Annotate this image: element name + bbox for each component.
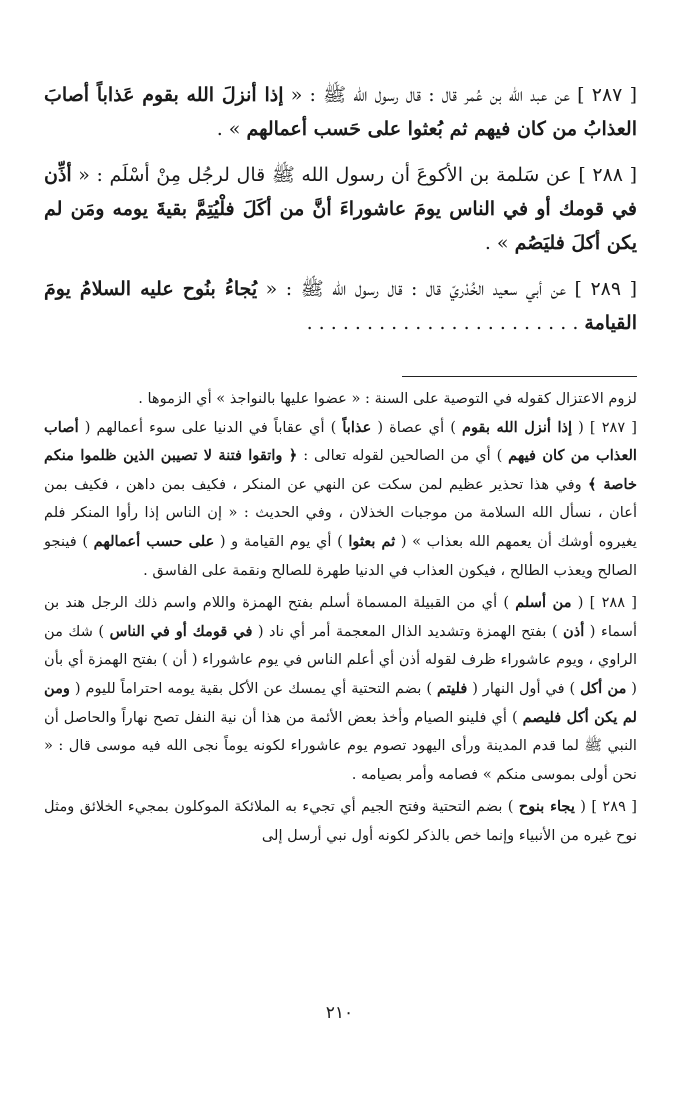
bold-segment: إذا أنزل الله بقوم — [461, 418, 573, 436]
text-segment: » . — [216, 118, 247, 140]
hadith-text — [44, 78, 637, 340]
text-segment: [ ٢٨٩ ] ( — [574, 798, 637, 816]
text-segment: . . . . . . . . . . . . . . . . . . . . . . . — [306, 312, 585, 334]
bold-segment: من أكل — [580, 679, 627, 697]
note-paragraph — [44, 793, 637, 850]
text-segment: ) بضم التحتية وفتح الجيم أي تجيء به الملائكة الموكلون بمجيء الخلائق ومثل نوح غيره من الأنبياء وإنما خص بالذكر لكونه أول نبي أرسل إلى — [44, 798, 637, 844]
note-paragraph — [44, 414, 637, 586]
hadith-paragraph — [44, 158, 637, 260]
bold-segment: ﴿ واتقوا فتنة لا تصيبن الذين ظلموا منكم خاصة ﴾ — [44, 447, 637, 493]
bold-segment: أذِّن في قومك أو في الناس يومَ عاشوراءَ أنَّ من أكَلَ فلْيُتِمَّ بقيةَ يومه ومَن لم يكن أكلَ فليَصُم — [44, 164, 637, 254]
commentary-notes — [44, 385, 637, 851]
text-segment: ) أي من القبيلة المسماة أسلم بفتح الهمزة واللام واسم ذلك الرجل هند بن أسماء ( — [44, 594, 637, 640]
bold-segment: أذن — [563, 622, 585, 640]
bold-segment: إذا أنزلَ الله بقوم عَذاباً أصابَ العذابُ من كان فيهم ثم بُعثوا على حَسب أعمالهم — [44, 84, 637, 140]
text-segment: ) أي فلينو الصيام وأخذ بعض الأئمة من هذا أن نية النفل تصح نهاراً والحاصل أن النبي ﷺ لما قدم المدينة ورأى اليهود تصوم يوم عاشوراء لكونه يوماً نجى الله فيه موسى قال : « نحن أولى بموسى منكم » فصامه وأمر بصيامه . — [44, 708, 637, 783]
text-segment: [ ٢٨٩ ] عن أبي سعيد الخُدْريّ قال : قال رسول الله ﷺ : « — [257, 278, 637, 300]
bold-segment: يُجاءُ بنُوح عليه السلامُ يومَ القيامة — [44, 278, 637, 334]
text-segment: [ ٢٨٧ ] عن عبد الله بن عُمر قال : قال رسول الله ﷺ : « — [283, 84, 637, 106]
page-number: ٢١٠ — [325, 1003, 354, 1023]
text-segment: [ ٢٨٧ ] ( — [572, 418, 637, 436]
text-segment: لزوم الاعتزال كقوله في التوصية على السنة : « عضوا عليها بالنواجذ » أي الزموها . — [138, 390, 637, 407]
hadith-paragraph — [44, 272, 637, 340]
text-segment: وفي هذا تحذير عظيم لمن سكت عن النهي عن المنكر ، فكيف بمن داهن ، فكيف بمن أعان ، نسأل الله السلامة من موجبات الخذلان ، وفي الحديث : « إن الناس إذا رأوا المنكر فلم يغيروه أوشك أن يعمهم الله بعذاب » ( — [44, 475, 637, 550]
text-segment: ) بضم التحتية أي يمسك عن الأكل بقية يومه احتراماً لليوم ( — [69, 679, 437, 697]
bold-segment: يجاء بنوح — [518, 798, 575, 816]
text-segment: [ ٢٨٨ ] ( — [571, 594, 637, 612]
note-paragraph — [44, 385, 637, 414]
text-segment: ) بفتح الهمزة وتشديد الذال المعجمة أمر أي ناد ( — [252, 622, 564, 640]
text-segment: » . — [484, 232, 515, 254]
bold-segment: فليتم — [436, 679, 468, 697]
text-segment: ) أي يوم القيامة و ( — [214, 532, 349, 550]
text-segment: [ ٢٨٨ ] عن سَلمة بن الأكوعَ أن رسول الله ﷺ قال لرجُل مِنْ أسْلَم : « — [71, 164, 638, 186]
text-segment: ) أي عقاباً في الدنيا على سوء أعمالهم ( — [78, 418, 343, 436]
bold-segment: ثم بعثوا — [348, 532, 396, 550]
note-paragraph — [44, 589, 637, 789]
text-segment: ) في أول النهار ( — [467, 679, 581, 697]
text-segment: ) أي عصاة ( — [371, 418, 462, 436]
bold-segment: في قومك أو في الناس — [109, 622, 253, 640]
bold-segment: ومن لم يكن أكل فليصم — [44, 679, 637, 726]
bold-segment: عذاباً — [342, 418, 372, 436]
text-segment: ) فينجو الصالح ويعذب الطالح ، فيكون العذاب في الدنيا طهرة للصالح ونقمة على الفاسق . — [44, 532, 637, 579]
footnote-separator — [402, 376, 637, 377]
hadith-paragraph — [44, 78, 637, 146]
bold-segment: من أسلم — [515, 594, 572, 612]
bold-segment: على حسب أعمالهم — [93, 532, 215, 550]
text-segment: ) شك من الراوي ، ويوم عاشوراء ظرف لقوله أذن أي أعلم الناس في يوم عاشوراء ( أن ) بفتح الهمزة أي بأن ( — [44, 622, 637, 697]
bold-segment: أصاب العذاب من كان فيهم — [44, 418, 637, 465]
text-segment: ) أي من الصالحين لقوله تعالى : — [297, 447, 509, 465]
